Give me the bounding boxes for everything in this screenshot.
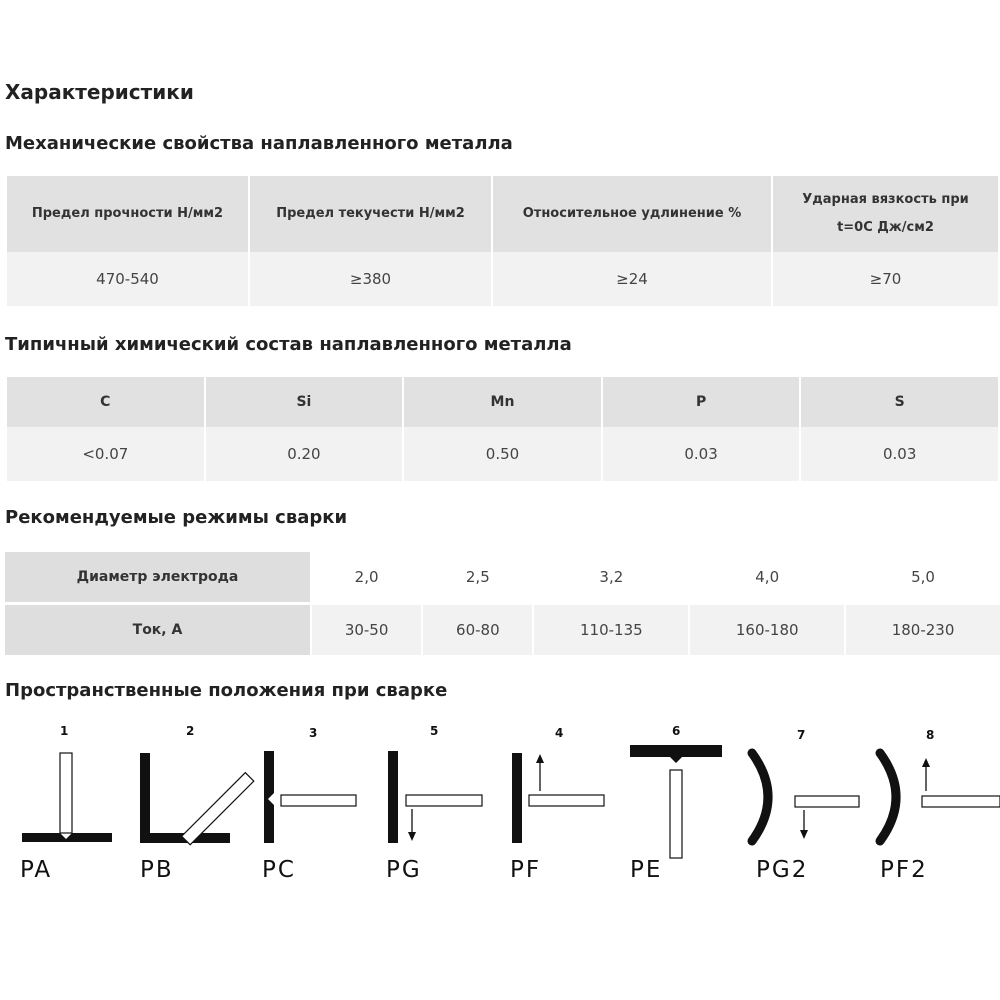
current-value: 180-230 [844, 605, 1000, 655]
position-pc [262, 726, 356, 883]
position-pa [20, 724, 112, 883]
chemical-heading: Типичный химический состав наплавленного металла [5, 334, 572, 355]
position-pg2 [752, 728, 859, 883]
mech-header-elongation: Относительное удлинение % [493, 176, 771, 252]
position-code: PB [140, 857, 174, 883]
chem-header-mn: Mn [404, 377, 601, 427]
position-code: PE [630, 857, 663, 883]
position-number: 1 [60, 724, 69, 738]
mechanical-heading: Механические свойства наплавленного металла [5, 133, 513, 154]
chem-header-si: Si [206, 377, 403, 427]
position-number: 2 [186, 724, 195, 738]
position-code: PG [386, 857, 422, 883]
position-code: PC [262, 857, 296, 883]
current-value: 30-50 [310, 605, 421, 655]
mech-header-impact: Ударная вязкость при t=0С Дж/см2 [773, 176, 998, 252]
position-number: 6 [672, 724, 681, 738]
welding-positions-diagram [0, 715, 1000, 895]
chem-header-s: S [801, 377, 998, 427]
current-value: 110-135 [532, 605, 688, 655]
position-pg [386, 724, 482, 883]
chem-value-c: <0.07 [7, 427, 204, 481]
position-number: 7 [797, 728, 806, 742]
diameter-label: Диаметр электрода [5, 552, 310, 602]
chem-header-p: P [603, 377, 800, 427]
position-pf [510, 726, 604, 883]
chem-value-s: 0.03 [801, 427, 998, 481]
mech-value-impact: ≥70 [773, 252, 998, 306]
position-number: 8 [926, 728, 935, 742]
position-code: PG2 [756, 857, 809, 883]
diameter-value: 5,0 [844, 552, 1000, 602]
diameter-value: 3,2 [532, 552, 688, 602]
position-number: 5 [430, 724, 439, 738]
position-number: 4 [555, 726, 564, 740]
position-pb [140, 724, 254, 883]
position-code: PA [20, 857, 53, 883]
mech-header-yield: Предел текучести Н/мм2 [250, 176, 491, 252]
welding-heading: Рекомендуемые режимы сварки [5, 507, 348, 528]
mech-header-strength: Предел прочности Н/мм2 [7, 176, 248, 252]
chem-header-c: C [7, 377, 204, 427]
mech-value-strength: 470-540 [7, 252, 248, 306]
position-code: PF [510, 857, 542, 883]
positions-heading: Пространственные положения при сварке [5, 680, 448, 701]
chem-value-si: 0.20 [206, 427, 403, 481]
page-title: Характеристики [5, 80, 194, 104]
mech-value-yield: ≥380 [250, 252, 491, 306]
welding-table [5, 549, 1000, 658]
position-pf2 [880, 728, 1000, 883]
current-value: 160-180 [688, 605, 844, 655]
chem-value-mn: 0.50 [404, 427, 601, 481]
current-value: 60-80 [421, 605, 532, 655]
chem-value-p: 0.03 [603, 427, 800, 481]
mech-value-elongation: ≥24 [493, 252, 771, 306]
position-code: PF2 [880, 857, 928, 883]
current-label: Ток, А [5, 605, 310, 655]
diameter-value: 4,0 [688, 552, 844, 602]
position-number: 3 [309, 726, 318, 740]
position-pe [630, 724, 722, 883]
chemical-table [5, 377, 1000, 481]
mechanical-table [5, 176, 1000, 306]
diameter-value: 2,0 [310, 552, 421, 602]
diameter-value: 2,5 [421, 552, 532, 602]
